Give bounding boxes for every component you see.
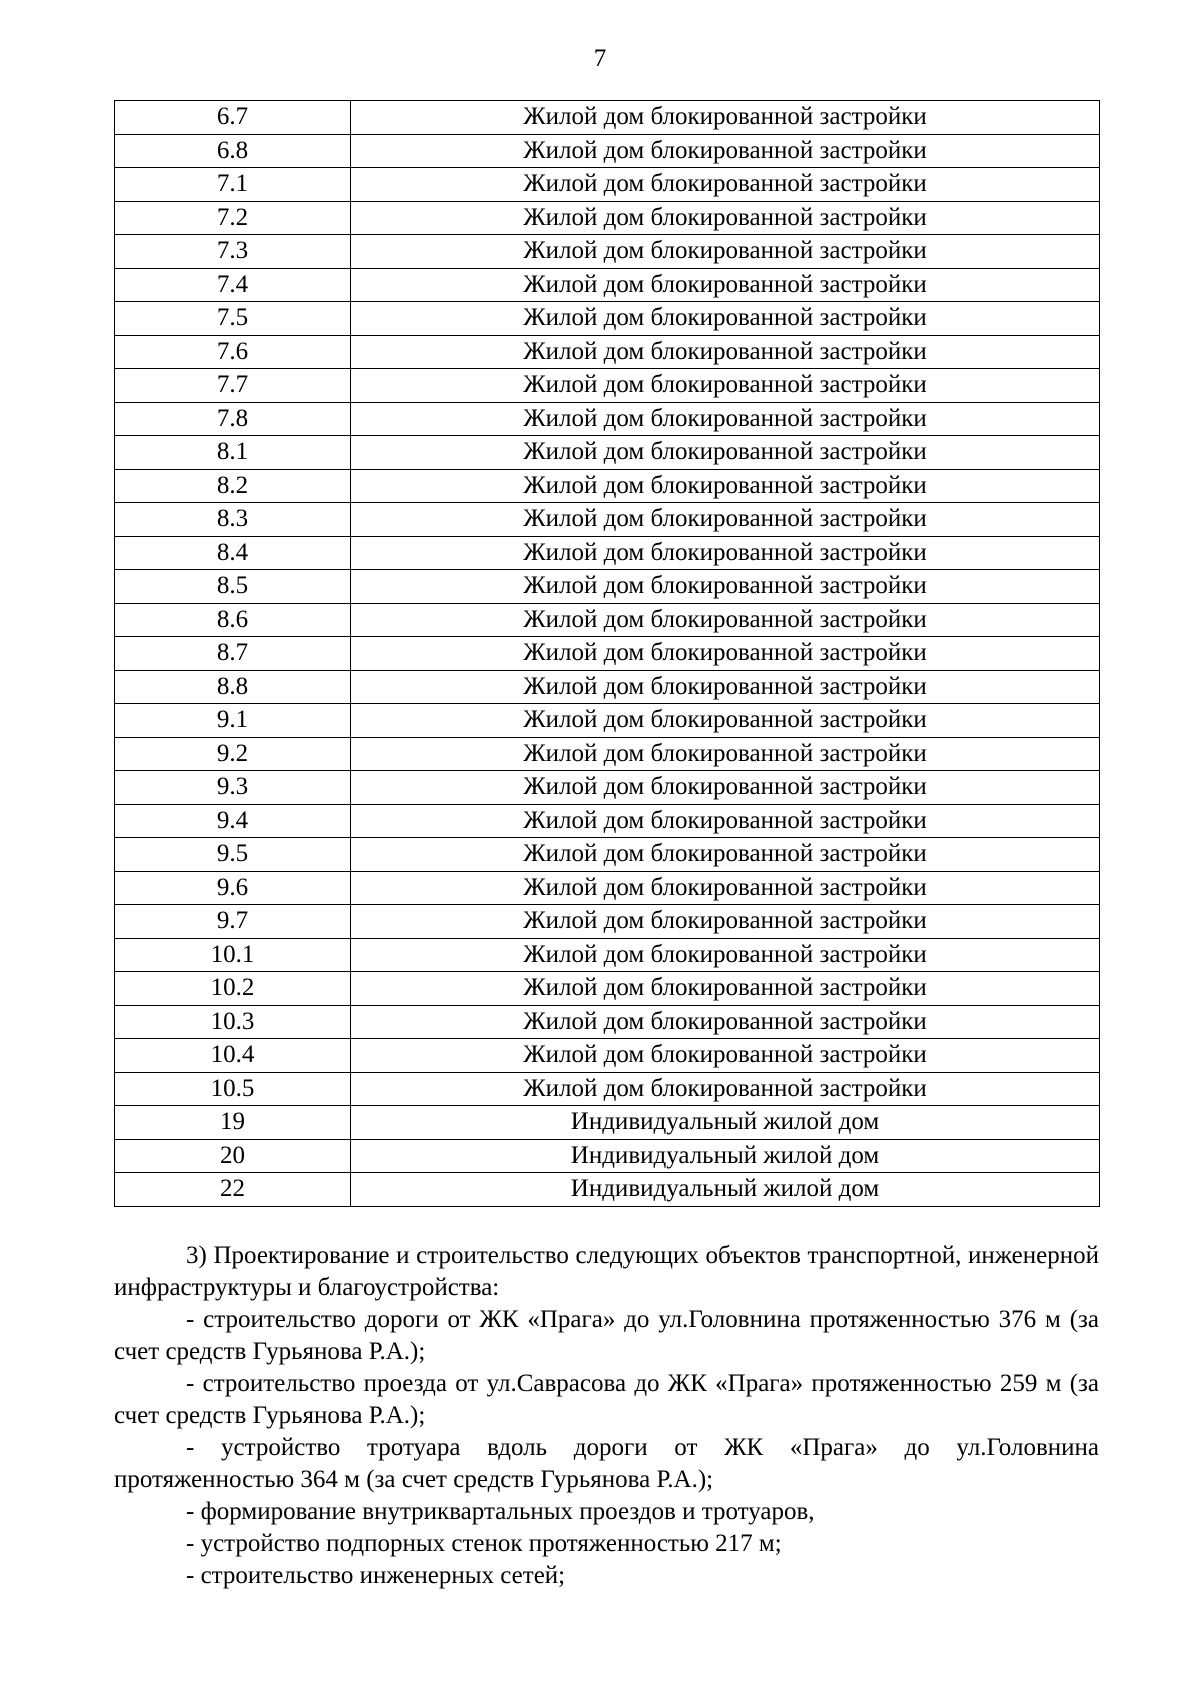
row-number-cell: 7.3 — [115, 235, 351, 269]
section-list-item: - устройство подпорных стенок протяженностью 217 м; — [186, 1530, 782, 1557]
row-number-cell: 8.4 — [115, 536, 351, 570]
row-number-cell: 7.6 — [115, 335, 351, 369]
table-row — [115, 1106, 1100, 1140]
row-number-cell: 8.1 — [115, 436, 351, 470]
row-number-cell: 9.7 — [115, 905, 351, 939]
row-number-cell: 7.1 — [115, 168, 351, 202]
row-number-cell: 9.3 — [115, 771, 351, 805]
row-number-cell: 20 — [115, 1139, 351, 1173]
section-list-item: - строительство инженерных сетей; — [186, 1562, 566, 1589]
row-description-cell: Жилой дом блокированной застройки — [351, 201, 1100, 235]
row-description-cell: Жилой дом блокированной застройки — [351, 1072, 1100, 1106]
table-row — [115, 536, 1100, 570]
row-description-cell: Жилой дом блокированной застройки — [351, 637, 1100, 671]
section-intro: 3) Проектирование и строительство следующих объектов транспортной, инженерной инфраструктуры и благоустройства: — [114, 1242, 1099, 1301]
row-description-cell: Индивидуальный жилой дом — [351, 1139, 1100, 1173]
row-description-cell: Жилой дом блокированной застройки — [351, 804, 1100, 838]
row-number-cell: 19 — [115, 1106, 351, 1140]
section-text — [114, 1240, 1099, 1592]
row-number-cell: 10.1 — [115, 938, 351, 972]
row-number-cell: 7.4 — [115, 268, 351, 302]
row-number-cell: 8.5 — [115, 570, 351, 604]
row-number-cell: 7.7 — [115, 369, 351, 403]
row-number-cell: 8.2 — [115, 469, 351, 503]
table-row — [115, 1072, 1100, 1106]
row-number-cell: 9.5 — [115, 838, 351, 872]
table-row — [115, 369, 1100, 403]
table-row — [115, 235, 1100, 269]
row-description-cell: Жилой дом блокированной застройки — [351, 168, 1100, 202]
row-description-cell: Жилой дом блокированной застройки — [351, 704, 1100, 738]
table-row — [115, 704, 1100, 738]
row-number-cell: 10.3 — [115, 1005, 351, 1039]
table-row — [115, 101, 1100, 135]
table-row — [115, 1173, 1100, 1207]
table-row — [115, 268, 1100, 302]
row-description-cell: Жилой дом блокированной застройки — [351, 536, 1100, 570]
table-row — [115, 503, 1100, 537]
table-row — [115, 335, 1100, 369]
row-description-cell: Жилой дом блокированной застройки — [351, 570, 1100, 604]
row-description-cell: Жилой дом блокированной застройки — [351, 302, 1100, 336]
row-description-cell: Жилой дом блокированной застройки — [351, 503, 1100, 537]
table-row — [115, 168, 1100, 202]
table-body — [115, 101, 1100, 1207]
table-row — [115, 938, 1100, 972]
row-description-cell: Жилой дом блокированной застройки — [351, 905, 1100, 939]
row-number-cell: 10.2 — [115, 972, 351, 1006]
row-number-cell: 7.8 — [115, 402, 351, 436]
row-number-cell: 7.5 — [115, 302, 351, 336]
table-row — [115, 637, 1100, 671]
section-list-item: - формирование внутриквартальных проездов и тротуаров, — [186, 1498, 815, 1525]
row-number-cell: 6.8 — [115, 134, 351, 168]
row-number-cell: 10.4 — [115, 1039, 351, 1073]
row-description-cell: Жилой дом блокированной застройки — [351, 838, 1100, 872]
table-row — [115, 570, 1100, 604]
row-description-cell: Жилой дом блокированной застройки — [351, 101, 1100, 135]
row-description-cell: Жилой дом блокированной застройки — [351, 670, 1100, 704]
section-items — [114, 1304, 1099, 1592]
row-description-cell: Жилой дом блокированной застройки — [351, 235, 1100, 269]
row-number-cell: 8.6 — [115, 603, 351, 637]
row-number-cell: 9.1 — [115, 704, 351, 738]
row-number-cell: 6.7 — [115, 101, 351, 135]
row-description-cell: Жилой дом блокированной застройки — [351, 771, 1100, 805]
row-description-cell: Жилой дом блокированной застройки — [351, 1039, 1100, 1073]
section-list-item: - строительство дороги от ЖК «Прага» до ул.Головнина протяженностью 376 м (за счет средств Гурьянова Р.А.); — [114, 1306, 1099, 1365]
table-row — [115, 1039, 1100, 1073]
table-row — [115, 838, 1100, 872]
table-row — [115, 469, 1100, 503]
row-description-cell: Жилой дом блокированной застройки — [351, 436, 1100, 470]
table-row — [115, 302, 1100, 336]
table-row — [115, 905, 1100, 939]
row-number-cell: 8.7 — [115, 637, 351, 671]
table-row — [115, 771, 1100, 805]
row-description-cell: Жилой дом блокированной застройки — [351, 134, 1100, 168]
table-row — [115, 670, 1100, 704]
table-row — [115, 737, 1100, 771]
table-row — [115, 1139, 1100, 1173]
row-number-cell: 10.5 — [115, 1072, 351, 1106]
table-row — [115, 804, 1100, 838]
table-row — [115, 1005, 1100, 1039]
section-list-item: - устройство тротуара вдоль дороги от ЖК «Прага» до ул.Головнина протяженностью 364 м (за счет средств Гурьянова Р.А.); — [114, 1434, 1099, 1493]
row-description-cell: Жилой дом блокированной застройки — [351, 871, 1100, 905]
row-description-cell: Жилой дом блокированной застройки — [351, 737, 1100, 771]
table-row — [115, 402, 1100, 436]
row-description-cell: Жилой дом блокированной застройки — [351, 369, 1100, 403]
table-row — [115, 603, 1100, 637]
row-description-cell: Жилой дом блокированной застройки — [351, 938, 1100, 972]
row-description-cell: Жилой дом блокированной застройки — [351, 402, 1100, 436]
row-number-cell: 8.8 — [115, 670, 351, 704]
row-description-cell: Жилой дом блокированной застройки — [351, 603, 1100, 637]
row-number-cell: 9.2 — [115, 737, 351, 771]
row-description-cell: Жилой дом блокированной застройки — [351, 268, 1100, 302]
row-description-cell: Жилой дом блокированной застройки — [351, 469, 1100, 503]
row-number-cell: 22 — [115, 1173, 351, 1207]
row-number-cell: 7.2 — [115, 201, 351, 235]
table-row — [115, 134, 1100, 168]
row-number-cell: 9.6 — [115, 871, 351, 905]
page-number: 7 — [593, 45, 607, 72]
table-row — [115, 972, 1100, 1006]
table-row — [115, 871, 1100, 905]
section-list-item: - строительство проезда от ул.Саврасова до ЖК «Прага» протяженностью 259 м (за счет средств Гурьянова Р.А.); — [114, 1370, 1099, 1429]
row-description-cell: Индивидуальный жилой дом — [351, 1173, 1100, 1207]
objects-table — [114, 100, 1100, 1207]
row-description-cell: Индивидуальный жилой дом — [351, 1106, 1100, 1140]
row-number-cell: 9.4 — [115, 804, 351, 838]
row-number-cell: 8.3 — [115, 503, 351, 537]
table-row — [115, 201, 1100, 235]
table-row — [115, 436, 1100, 470]
row-description-cell: Жилой дом блокированной застройки — [351, 1005, 1100, 1039]
row-description-cell: Жилой дом блокированной застройки — [351, 335, 1100, 369]
row-description-cell: Жилой дом блокированной застройки — [351, 972, 1100, 1006]
